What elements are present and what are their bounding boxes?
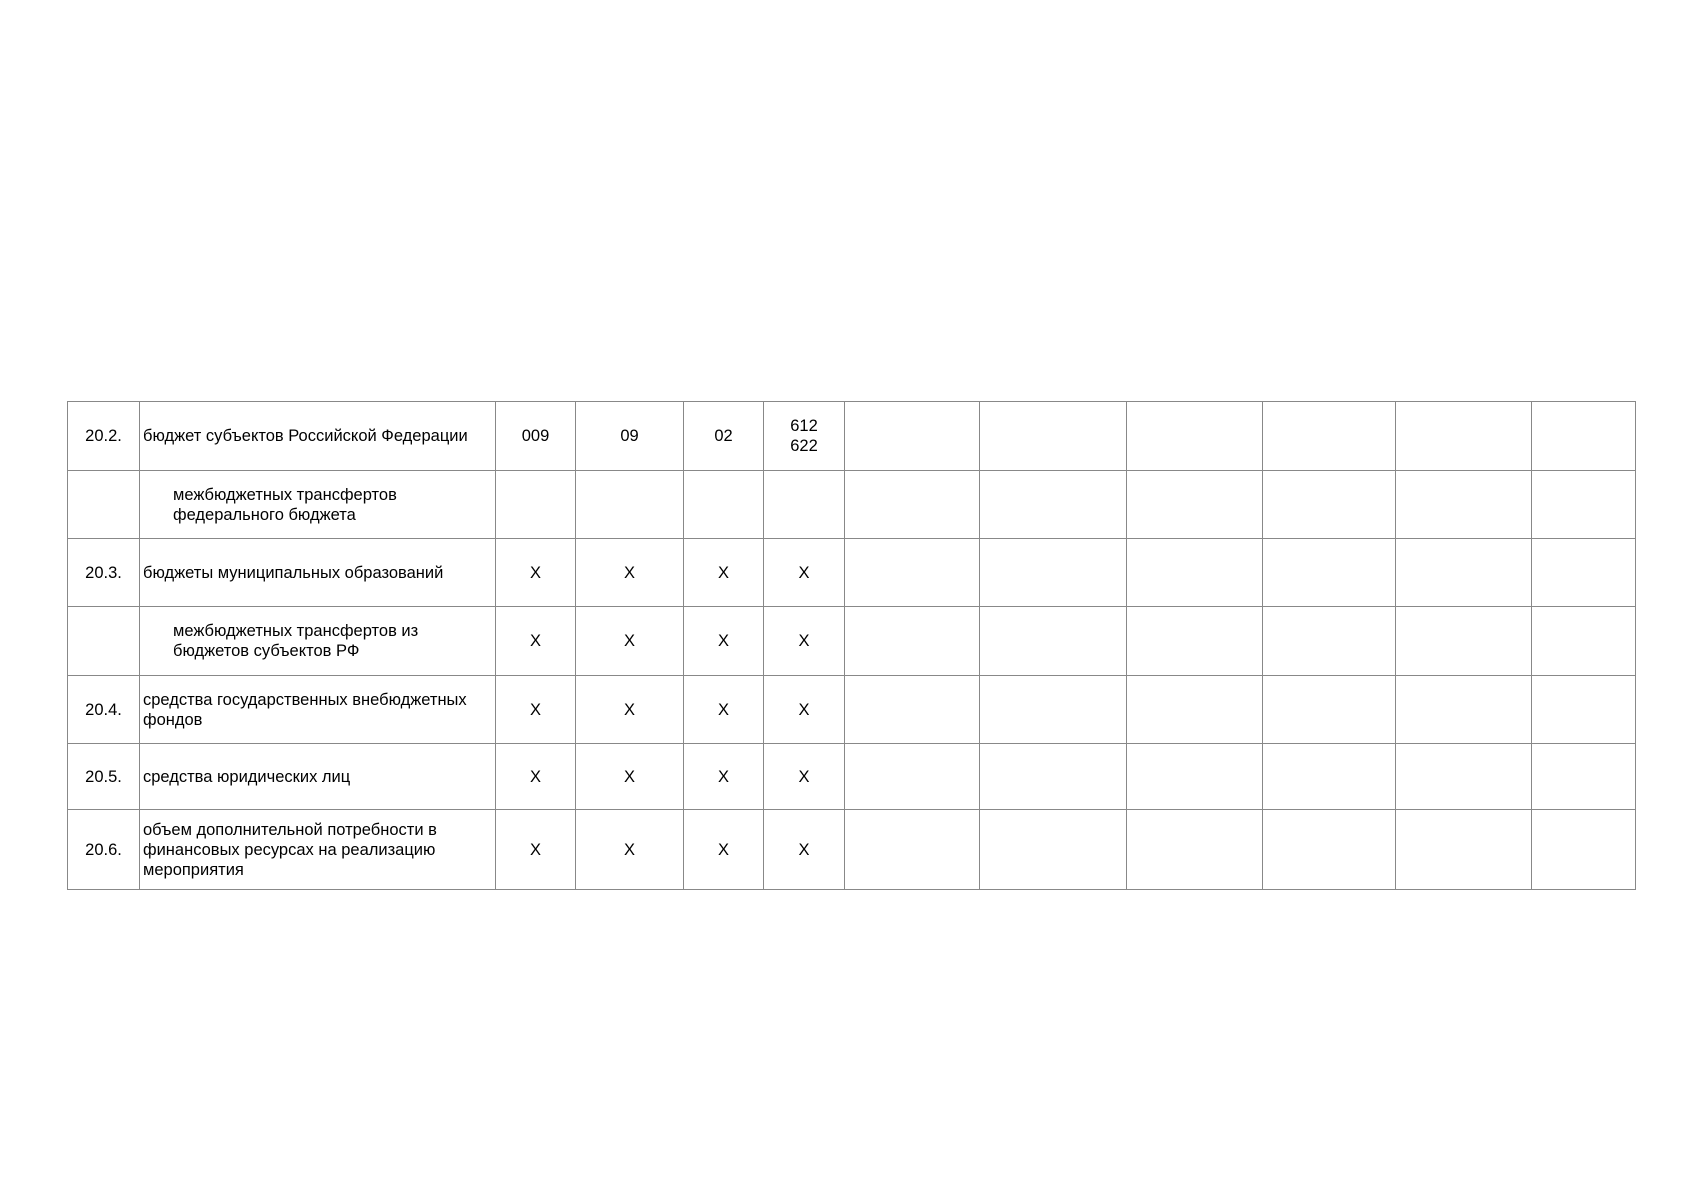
empty-value-cell bbox=[1127, 539, 1263, 607]
empty-value-cell bbox=[845, 607, 980, 676]
empty-value-cell bbox=[845, 402, 980, 471]
row-number-cell: 20.2. bbox=[68, 402, 140, 471]
code-cell-1: X bbox=[496, 744, 576, 810]
code-cell-4: 612 622 bbox=[764, 402, 845, 471]
empty-value-cell bbox=[1263, 810, 1396, 890]
code-cell-4: X bbox=[764, 744, 845, 810]
row-number-cell: 20.4. bbox=[68, 676, 140, 744]
empty-value-cell bbox=[1263, 471, 1396, 539]
row-description-cell: объем дополнительной потребности в финансовых ресурсах на реализацию мероприятия bbox=[140, 810, 496, 890]
code-cell-3: X bbox=[684, 539, 764, 607]
row-description-cell: межбюджетных трансфертов из бюджетов субъектов РФ bbox=[140, 607, 496, 676]
empty-value-cell bbox=[980, 744, 1127, 810]
empty-value-cell bbox=[1532, 471, 1636, 539]
empty-value-cell bbox=[1127, 744, 1263, 810]
empty-value-cell bbox=[845, 471, 980, 539]
budget-table bbox=[67, 401, 1636, 890]
empty-value-cell bbox=[1532, 810, 1636, 890]
code-cell-2: X bbox=[576, 810, 684, 890]
row-description-cell: бюджет субъектов Российской Федерации bbox=[140, 402, 496, 471]
empty-value-cell bbox=[845, 744, 980, 810]
empty-value-cell bbox=[980, 676, 1127, 744]
code-cell-3: X bbox=[684, 810, 764, 890]
code-cell-2: X bbox=[576, 539, 684, 607]
row-number-cell bbox=[68, 471, 140, 539]
table-row bbox=[68, 539, 1636, 607]
row-number-cell: 20.3. bbox=[68, 539, 140, 607]
code-cell-3: X bbox=[684, 676, 764, 744]
empty-value-cell bbox=[1532, 402, 1636, 471]
table-row bbox=[68, 471, 1636, 539]
empty-value-cell bbox=[1532, 539, 1636, 607]
empty-value-cell bbox=[1532, 744, 1636, 810]
row-number-cell: 20.6. bbox=[68, 810, 140, 890]
code-cell-2: X bbox=[576, 676, 684, 744]
empty-value-cell bbox=[845, 676, 980, 744]
table-row bbox=[68, 402, 1636, 471]
code-cell-1 bbox=[496, 471, 576, 539]
row-description-cell: средства юридических лиц bbox=[140, 744, 496, 810]
row-number-cell bbox=[68, 607, 140, 676]
code-cell-2: X bbox=[576, 607, 684, 676]
empty-value-cell bbox=[980, 539, 1127, 607]
code-cell-2: X bbox=[576, 744, 684, 810]
empty-value-cell bbox=[1396, 607, 1532, 676]
code-cell-4: X bbox=[764, 539, 845, 607]
code-cell-4: X bbox=[764, 676, 845, 744]
empty-value-cell bbox=[980, 471, 1127, 539]
empty-value-cell bbox=[1532, 676, 1636, 744]
code-cell-2: 09 bbox=[576, 402, 684, 471]
empty-value-cell bbox=[1127, 471, 1263, 539]
empty-value-cell bbox=[1396, 744, 1532, 810]
empty-value-cell bbox=[1127, 810, 1263, 890]
table-row bbox=[68, 607, 1636, 676]
empty-value-cell bbox=[1396, 402, 1532, 471]
table-row bbox=[68, 744, 1636, 810]
row-number-cell: 20.5. bbox=[68, 744, 140, 810]
code-cell-1: X bbox=[496, 676, 576, 744]
table-row bbox=[68, 676, 1636, 744]
code-cell-1: X bbox=[496, 607, 576, 676]
code-cell-2 bbox=[576, 471, 684, 539]
empty-value-cell bbox=[1396, 810, 1532, 890]
empty-value-cell bbox=[1127, 607, 1263, 676]
code-cell-4 bbox=[764, 471, 845, 539]
code-cell-4: X bbox=[764, 810, 845, 890]
empty-value-cell bbox=[1127, 402, 1263, 471]
code-cell-1: X bbox=[496, 810, 576, 890]
empty-value-cell bbox=[1532, 607, 1636, 676]
empty-value-cell bbox=[1127, 676, 1263, 744]
row-description-cell: средства государственных внебюджетных фондов bbox=[140, 676, 496, 744]
empty-value-cell bbox=[1263, 744, 1396, 810]
code-cell-3: X bbox=[684, 744, 764, 810]
code-cell-3: 02 bbox=[684, 402, 764, 471]
table-row bbox=[68, 810, 1636, 890]
empty-value-cell bbox=[1263, 402, 1396, 471]
empty-value-cell bbox=[1263, 607, 1396, 676]
empty-value-cell bbox=[1263, 539, 1396, 607]
empty-value-cell bbox=[980, 810, 1127, 890]
row-description-cell: бюджеты муниципальных образований bbox=[140, 539, 496, 607]
empty-value-cell bbox=[980, 402, 1127, 471]
empty-value-cell bbox=[980, 607, 1127, 676]
code-cell-3 bbox=[684, 471, 764, 539]
empty-value-cell bbox=[1396, 539, 1532, 607]
code-cell-4: X bbox=[764, 607, 845, 676]
code-cell-1: X bbox=[496, 539, 576, 607]
empty-value-cell bbox=[1396, 676, 1532, 744]
empty-value-cell bbox=[845, 810, 980, 890]
empty-value-cell bbox=[1396, 471, 1532, 539]
code-cell-3: X bbox=[684, 607, 764, 676]
code-cell-1: 009 bbox=[496, 402, 576, 471]
empty-value-cell bbox=[1263, 676, 1396, 744]
empty-value-cell bbox=[845, 539, 980, 607]
row-description-cell: межбюджетных трансфертов федерального бюджета bbox=[140, 471, 496, 539]
